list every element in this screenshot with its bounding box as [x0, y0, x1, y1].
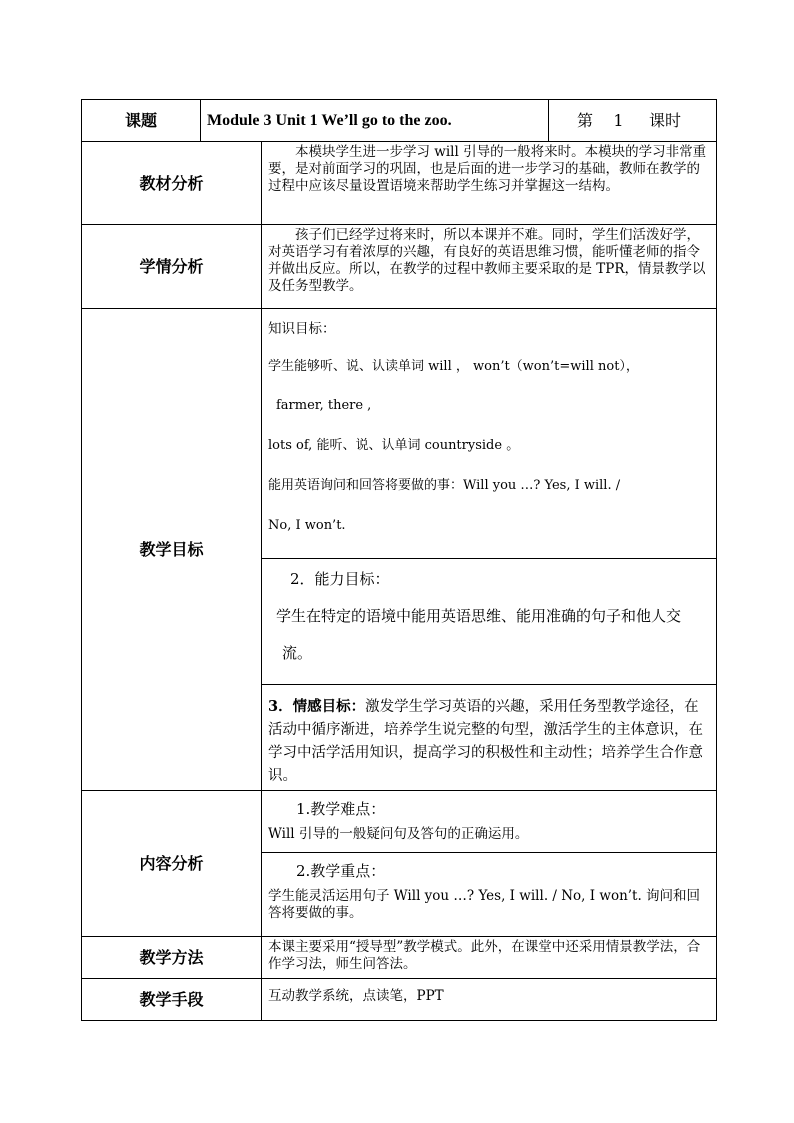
knowledge-line-1: 学生能够听、说、认读单词 will ， won’t（won’t=will not）， [268, 359, 639, 374]
ability-line-2: 流。 [282, 644, 313, 662]
students-label: 学情分析 [82, 225, 262, 309]
knowledge-heading: 知识目标： [268, 321, 336, 337]
content-label: 内容分析 [82, 791, 262, 937]
difficulty-text: Will 引导的一般疑问句及答句的正确运用。 [268, 826, 529, 842]
emotion-text: 激发学生学习英语的兴趣，采用任务型教学途径，在活动中循序渐进，培养学生说完整的句型，激活学生的主体意识，在学习中活学活用知识，提高学习的积极性和主动性；培养学生合作意识。 [268, 699, 703, 784]
analysis-label: 教材分析 [82, 142, 262, 225]
emotion-heading: 3．情感目标： [268, 698, 366, 715]
analysis-text: 本模块学生进一步学习 will 引导的一般将来时。本模块的学习非常重要，是对前面学习的巩固，也是后面的进一步学习的基础，教师在教学的过程中应该尽量设置语境来帮助学生练习并掌握这一结构。 [268, 144, 707, 194]
lesson-plan-table [81, 99, 717, 1021]
key-heading: 2.教学重点： [296, 862, 386, 880]
knowledge-line-3: lots of, 能听、说、认单词 countryside 。 [268, 438, 520, 453]
means-text: 互动教学系统，点读笔，PPT [268, 988, 444, 1004]
difficulty-heading: 1.教学难点： [296, 800, 386, 818]
key-text: 学生能灵活运用句子 Will you …? Yes, I will. / No, I won’t. 询问和回答将要做的事。 [268, 888, 701, 921]
knowledge-line-4: 能用英语询问和回答将要做的事：Will you …? Yes, I will. / [268, 478, 621, 493]
students-text: 孩子们已经学过将来时，所以本课并不难。同时，学生们活泼好学，对英语学习有着浓厚的兴趣，有良好的英语思维习惯，能听懂老师的指令并做出反应。所以，在教学的过程中教师主要采取的是 TPR，情景教学以及任务型教学。 [268, 227, 706, 294]
method-text: 本课主要采用“授导型”教学模式。此外，在课堂中还采用情景教学法，合作学习法，师生问答法。 [268, 939, 701, 972]
method-label: 教学方法 [82, 937, 262, 979]
content-difficulty-row [82, 791, 717, 853]
lesson-title: Module 3 Unit 1 We’ll go to the zoo. [201, 100, 549, 142]
means-label: 教学手段 [82, 979, 262, 1021]
method-row [82, 937, 717, 979]
goals-label: 教学目标 [82, 309, 262, 791]
lesson-number: 第 1 课时 [549, 100, 717, 142]
ability-heading: 2．能力目标： [290, 570, 390, 588]
goals-knowledge-row [82, 309, 717, 559]
analysis-row [82, 142, 717, 225]
ability-line-1: 学生在特定的语境中能用英语思维、能用准确的句子和他人交 [276, 607, 682, 625]
knowledge-line-5: No, I won’t. [268, 518, 346, 533]
means-row [82, 979, 717, 1021]
students-row [82, 225, 717, 309]
topic-label: 课题 [82, 100, 201, 142]
header-row [82, 100, 717, 142]
knowledge-line-2: farmer, there , [276, 398, 372, 413]
